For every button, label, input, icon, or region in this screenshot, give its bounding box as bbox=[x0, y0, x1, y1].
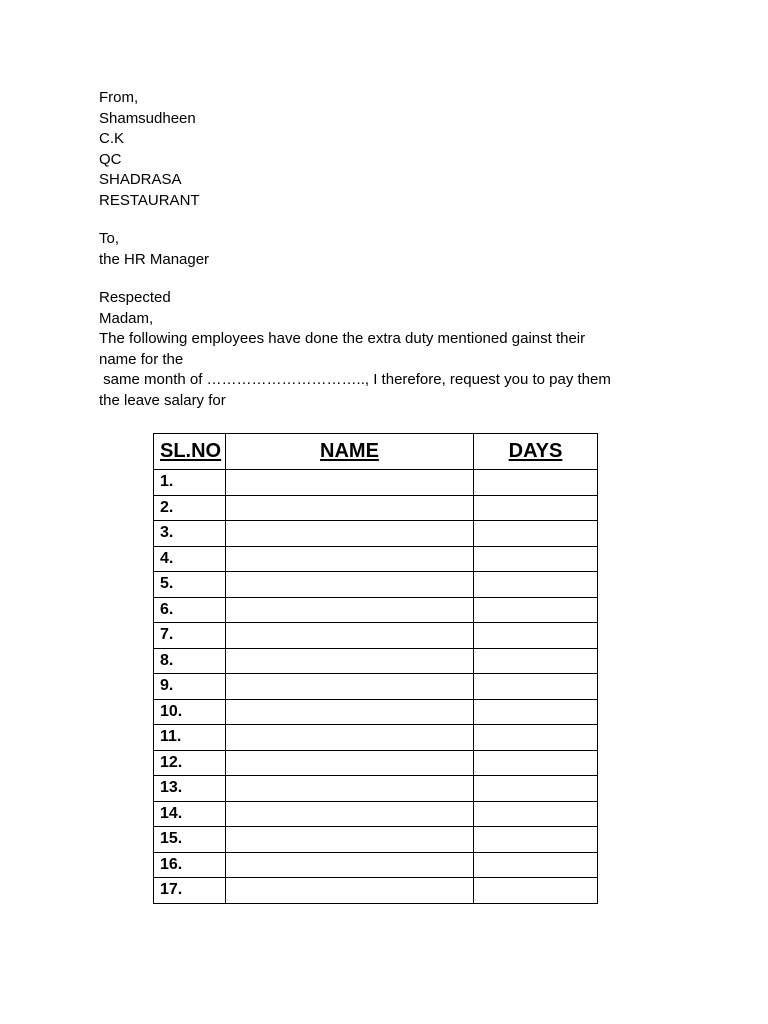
slno-cell: 1. bbox=[154, 470, 226, 496]
message-block bbox=[99, 288, 659, 411]
days-cell[interactable] bbox=[474, 827, 598, 853]
letter-body bbox=[99, 88, 659, 411]
salutation-line: Respected bbox=[99, 289, 171, 306]
table-row bbox=[154, 623, 598, 649]
column-header-slno: SL.NO bbox=[154, 434, 226, 470]
days-cell[interactable] bbox=[474, 470, 598, 496]
table-row bbox=[154, 470, 598, 496]
table-row bbox=[154, 750, 598, 776]
days-cell[interactable] bbox=[474, 750, 598, 776]
table-row bbox=[154, 572, 598, 598]
name-cell[interactable] bbox=[226, 572, 474, 598]
table-row bbox=[154, 725, 598, 751]
sender-name: Shamsudheen bbox=[99, 109, 196, 127]
days-cell[interactable] bbox=[474, 648, 598, 674]
column-header-days: DAYS bbox=[474, 434, 598, 470]
table-row bbox=[154, 597, 598, 623]
name-cell[interactable] bbox=[226, 546, 474, 572]
days-cell[interactable] bbox=[474, 699, 598, 725]
table-row bbox=[154, 521, 598, 547]
table-header-row bbox=[154, 434, 598, 470]
slno-cell: 10. bbox=[154, 699, 226, 725]
name-cell[interactable] bbox=[226, 495, 474, 521]
message-line: same month of ………………………….., I therefore, request you to pay them bbox=[99, 371, 611, 388]
spacer bbox=[99, 270, 659, 288]
recipient-name: the HR Manager bbox=[99, 250, 210, 268]
name-cell[interactable] bbox=[226, 852, 474, 878]
spacer bbox=[99, 211, 659, 229]
table-row bbox=[154, 852, 598, 878]
slno-cell: 12. bbox=[154, 750, 226, 776]
days-cell[interactable] bbox=[474, 852, 598, 878]
sender-block bbox=[99, 88, 659, 211]
slno-cell: 4. bbox=[154, 546, 226, 572]
name-cell[interactable] bbox=[226, 521, 474, 547]
days-cell[interactable] bbox=[474, 597, 598, 623]
name-cell[interactable] bbox=[226, 776, 474, 802]
name-cell[interactable] bbox=[226, 648, 474, 674]
days-cell[interactable] bbox=[474, 546, 598, 572]
from-line: From, bbox=[99, 89, 139, 106]
slno-cell: 2. bbox=[154, 495, 226, 521]
slno-cell: 17. bbox=[154, 878, 226, 904]
sender-role: QC bbox=[99, 150, 122, 168]
slno-cell: 16. bbox=[154, 852, 226, 878]
slno-cell: 6. bbox=[154, 597, 226, 623]
days-cell[interactable] bbox=[474, 495, 598, 521]
column-header-name: NAME bbox=[226, 434, 474, 470]
days-cell[interactable] bbox=[474, 878, 598, 904]
message-line: name for the bbox=[99, 350, 184, 368]
name-cell[interactable] bbox=[226, 470, 474, 496]
table-row bbox=[154, 699, 598, 725]
days-cell[interactable] bbox=[474, 623, 598, 649]
table-row bbox=[154, 674, 598, 700]
message-line: The following employees have done the extra duty mentioned gainst their bbox=[99, 330, 586, 347]
name-cell[interactable] bbox=[226, 827, 474, 853]
slno-cell: 7. bbox=[154, 623, 226, 649]
message-line: the leave salary for bbox=[99, 391, 226, 409]
sender-company: SHADRASA bbox=[99, 171, 182, 188]
slno-cell: 8. bbox=[154, 648, 226, 674]
name-cell[interactable] bbox=[226, 725, 474, 751]
table-row bbox=[154, 495, 598, 521]
days-cell[interactable] bbox=[474, 801, 598, 827]
name-cell[interactable] bbox=[226, 623, 474, 649]
name-cell[interactable] bbox=[226, 597, 474, 623]
days-cell[interactable] bbox=[474, 521, 598, 547]
sender-initials: C.K bbox=[99, 130, 125, 147]
slno-cell: 3. bbox=[154, 521, 226, 547]
name-cell[interactable] bbox=[226, 801, 474, 827]
sender-company-type: RESTAURANT bbox=[99, 191, 200, 209]
days-cell[interactable] bbox=[474, 674, 598, 700]
to-line: To, bbox=[99, 230, 120, 247]
recipient-block bbox=[99, 229, 659, 270]
slno-cell: 14. bbox=[154, 801, 226, 827]
name-cell[interactable] bbox=[226, 699, 474, 725]
table-row bbox=[154, 878, 598, 904]
days-cell[interactable] bbox=[474, 776, 598, 802]
name-cell[interactable] bbox=[226, 750, 474, 776]
table-row bbox=[154, 546, 598, 572]
table-row bbox=[154, 776, 598, 802]
slno-cell: 15. bbox=[154, 827, 226, 853]
table-row bbox=[154, 648, 598, 674]
name-cell[interactable] bbox=[226, 674, 474, 700]
slno-cell: 13. bbox=[154, 776, 226, 802]
days-cell[interactable] bbox=[474, 572, 598, 598]
salutation-line: Madam, bbox=[99, 309, 154, 327]
days-cell[interactable] bbox=[474, 725, 598, 751]
table-row bbox=[154, 827, 598, 853]
slno-cell: 11. bbox=[154, 725, 226, 751]
name-cell[interactable] bbox=[226, 878, 474, 904]
table-row bbox=[154, 801, 598, 827]
slno-cell: 5. bbox=[154, 572, 226, 598]
employee-duty-table bbox=[153, 433, 598, 904]
slno-cell: 9. bbox=[154, 674, 226, 700]
